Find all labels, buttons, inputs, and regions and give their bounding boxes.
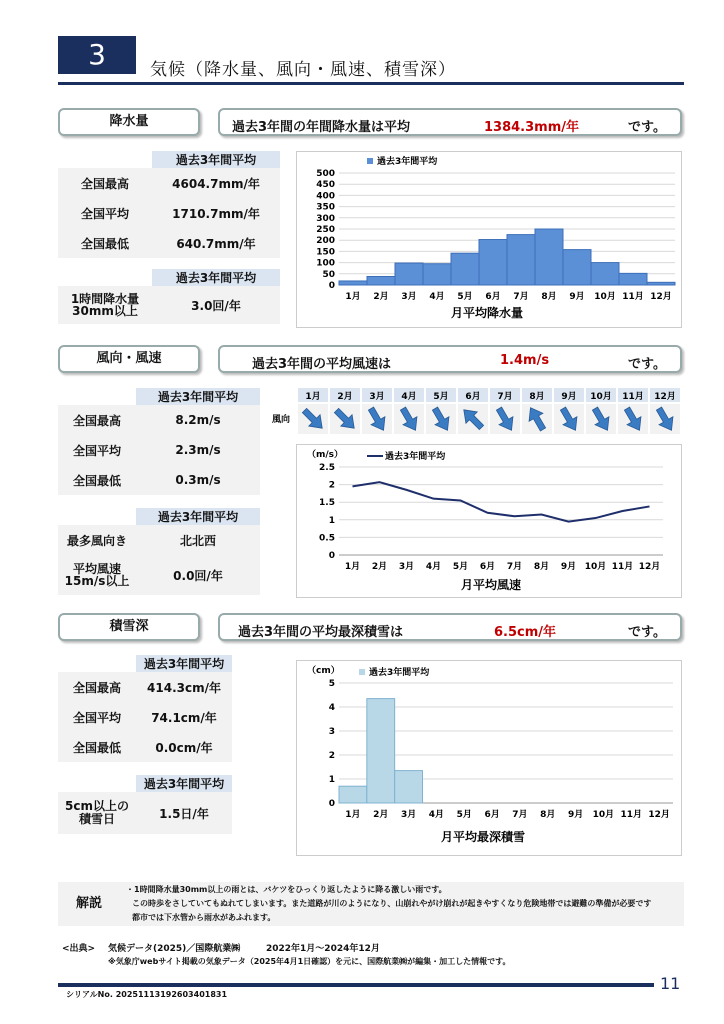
x-tick-label: 12月 (650, 292, 672, 302)
y-tick-label: 50 (322, 269, 335, 280)
x-tick-label: 10月 (584, 562, 607, 572)
y-tick-label: 200 (316, 236, 335, 247)
y-tick-label: 4 (328, 703, 335, 713)
bar (563, 250, 591, 285)
legend-label: 過去3年間平均 (385, 452, 446, 462)
table-header: 過去3年間平均 (152, 151, 280, 168)
y-tick-label: 250 (316, 225, 335, 235)
x-axis-title: 月平均降水量 (450, 306, 524, 320)
legend-swatch (367, 158, 373, 164)
wind-pill: 風向・風速 (58, 345, 200, 373)
precip-stats-table (58, 151, 280, 258)
x-tick-label: 2月 (373, 810, 389, 820)
note-line-3: 都市では下水管から雨水があふれます。 (132, 913, 276, 922)
x-tick-label: 6月 (479, 562, 496, 572)
table-row: 全国最低 0.0cm/年 (58, 732, 232, 762)
wind-stats-table-2 (58, 508, 260, 595)
month-header-label: 9月 (561, 392, 577, 402)
wind-direction-svg (265, 388, 683, 436)
table-row: 全国最低 0.3m/s (58, 465, 260, 495)
table-header: 過去3年間平均 (136, 655, 232, 672)
table-row: 全国最高 4604.7mm/年 (58, 168, 280, 198)
y-tick-label: 1 (328, 515, 335, 526)
y-tick-label: 3 (328, 727, 335, 737)
month-header-label: 2月 (337, 392, 353, 402)
x-tick-label: 12月 (638, 562, 661, 572)
x-tick-label: 4月 (425, 562, 442, 572)
wind-direction-label: 風向 (271, 415, 291, 425)
y-tick-label: 2 (328, 480, 335, 491)
month-header-label: 4月 (401, 392, 417, 402)
precip-banner-suffix: です。 (628, 120, 666, 135)
y-tick-label: 150 (316, 247, 335, 258)
bar (339, 786, 367, 803)
note-label: 解説 (75, 896, 102, 911)
snow-stats-table-2 (58, 775, 232, 834)
x-tick-label: 4月 (428, 810, 445, 820)
bar (619, 273, 647, 285)
bar (535, 229, 563, 285)
table-row: 全国最高 414.3cm/年 (58, 672, 232, 702)
table-header: 過去3年間平均 (152, 269, 280, 286)
y-tick-label: 100 (316, 258, 335, 269)
precip-bar-chart (297, 152, 681, 327)
source-period: 2022年1月～2024年12月 (266, 944, 380, 954)
precip-stats-table-2 (58, 269, 280, 324)
y-tick-label: 0 (328, 799, 335, 809)
x-tick-label: 9月 (567, 810, 584, 820)
table-header: 過去3年間平均 (136, 775, 232, 792)
table-header: 過去3年間平均 (136, 388, 260, 405)
x-tick-label: 5月 (457, 292, 473, 302)
x-tick-label: 1月 (344, 562, 361, 572)
month-header-label: 5月 (433, 392, 449, 402)
x-tick-label: 9月 (560, 562, 577, 572)
unit-label: （m/s） (307, 450, 344, 460)
y-tick-label: 0.5 (319, 533, 335, 544)
x-tick-label: 6月 (484, 810, 500, 820)
snow-banner-text: 過去3年間の平均最深積雪は (238, 625, 404, 640)
month-header-label: 12月 (654, 392, 676, 402)
bar (339, 281, 367, 285)
x-tick-label: 12月 (648, 810, 670, 820)
x-tick-label: 3月 (401, 292, 417, 302)
bar (479, 240, 507, 285)
wind-direction-strip (265, 388, 683, 440)
x-tick-label: 3月 (398, 562, 415, 572)
y-tick-label: 1 (328, 775, 335, 785)
y-tick-label: 300 (316, 213, 335, 224)
legend-label: 過去3年間平均 (377, 157, 438, 167)
legend-label: 過去3年間平均 (369, 668, 430, 678)
source-label: <出典> (62, 944, 96, 954)
x-tick-label: 3月 (400, 810, 417, 820)
source-text: 気候データ(2025)／国際航業㈱ (108, 944, 241, 954)
x-tick-label: 11月 (620, 810, 643, 820)
x-tick-label: 8月 (533, 562, 550, 572)
legend-swatch (359, 669, 365, 675)
month-header-label: 11月 (622, 392, 644, 402)
y-tick-label: 0 (328, 551, 335, 561)
y-tick-label: 0 (328, 281, 335, 291)
y-tick-label: 2.5 (319, 463, 335, 473)
unit-label: （cm） (307, 666, 340, 676)
wind-chart-box (296, 444, 682, 598)
y-tick-label: 450 (316, 180, 335, 191)
x-tick-label: 8月 (540, 810, 556, 820)
bar (507, 235, 535, 285)
month-header-label: 10月 (590, 392, 612, 402)
bar (451, 253, 479, 285)
snow-banner (218, 613, 682, 641)
y-tick-label: 500 (316, 169, 335, 179)
x-tick-label: 10月 (594, 292, 616, 302)
month-header-label: 1月 (305, 392, 321, 402)
wind-banner-text: 過去3年間の平均風速は (252, 357, 392, 372)
table-row: 全国最低 640.7mm/年 (58, 228, 280, 258)
bar (367, 699, 395, 803)
snow-banner-suffix: です。 (628, 625, 666, 640)
note-line-2: この時歩をさしていてもぬれてしまいます。また道路が川のようになり、山崩れやがけ崩れが起きやすくなり危険地帯では避難の準備が必要です (132, 899, 652, 908)
precip-banner (218, 108, 682, 136)
bar (395, 263, 423, 285)
snow-bar-chart (297, 661, 681, 855)
table-header: 過去3年間平均 (136, 508, 260, 525)
wind-banner (218, 345, 682, 373)
x-axis-title: 月平均風速 (460, 578, 522, 592)
x-tick-label: 5月 (452, 562, 469, 572)
bar (367, 276, 395, 285)
snow-stats-table (58, 655, 232, 762)
wind-banner-suffix: です。 (628, 357, 666, 372)
snow-banner-value: 6.5cm/年 (494, 625, 557, 640)
table-row: 1時間降水量 30mm以上 3.0回/年 (58, 286, 280, 324)
footer-divider (58, 983, 654, 987)
snow-chart-box (296, 660, 682, 856)
x-tick-label: 1月 (345, 292, 361, 302)
x-tick-label: 11月 (611, 562, 634, 572)
y-tick-label: 400 (316, 191, 335, 202)
x-tick-label: 9月 (569, 292, 585, 302)
x-tick-label: 2月 (371, 562, 388, 572)
x-tick-label: 7月 (513, 292, 529, 302)
table-row: 全国最高 8.2m/s (58, 405, 260, 435)
serial-number: シリアルNo. 20251113192603401831 (66, 990, 228, 999)
source-note: ※気象庁webサイト掲載の気象データ（2025年4月1日確認）を元に、国際航業㈱が編集・加工した情報です。 (108, 957, 511, 966)
y-tick-label: 2 (328, 751, 335, 761)
table-row: 平均風速 15m/s以上 0.0回/年 (58, 555, 260, 595)
precip-banner-value: 1384.3mm/年 (484, 120, 580, 135)
x-tick-label: 2月 (373, 292, 389, 302)
month-header-label: 7月 (497, 392, 513, 402)
note-line-1: ・1時間降水量30mm以上の雨とは、バケツをひっくり返したように降る激しい雨です。 (126, 885, 447, 894)
page-number: 11 (660, 974, 681, 993)
wind-stats-table (58, 388, 260, 495)
x-tick-label: 4月 (429, 292, 445, 302)
x-tick-label: 5月 (456, 810, 472, 820)
month-header-label: 3月 (369, 392, 385, 402)
bar (423, 264, 451, 285)
x-tick-label: 1月 (345, 810, 361, 820)
x-tick-label: 7月 (506, 562, 523, 572)
x-tick-label: 6月 (485, 292, 501, 302)
y-tick-label: 350 (316, 202, 335, 213)
precip-chart-box (296, 151, 682, 328)
section-title: 気候（降水量、風向・風速、積雪深） (150, 60, 456, 80)
bar (395, 771, 423, 803)
x-tick-label: 10月 (592, 810, 615, 820)
bar (591, 263, 619, 285)
section-number: 3 (58, 36, 136, 74)
precip-pill: 降水量 (58, 108, 200, 136)
wind-line-chart (297, 445, 681, 597)
table-row: 全国平均 74.1cm/年 (58, 702, 232, 732)
table-row: 全国平均 2.3m/s (58, 435, 260, 465)
snow-pill: 積雪深 (58, 613, 200, 641)
header-divider (58, 82, 684, 85)
table-row: 全国平均 1710.7mm/年 (58, 198, 280, 228)
table-row: 最多風向き 北北西 (58, 525, 260, 555)
y-tick-label: 5 (328, 679, 335, 689)
bar (647, 282, 675, 285)
x-tick-label: 7月 (512, 810, 528, 820)
precip-banner-text: 過去3年間の年間降水量は平均 (232, 120, 411, 135)
table-row: 5cm以上の 積雪日 1.5日/年 (58, 792, 232, 834)
x-tick-label: 11月 (622, 292, 644, 302)
y-tick-label: 1.5 (319, 498, 335, 509)
x-axis-title: 月平均最深積雪 (440, 830, 526, 844)
month-header-label: 8月 (529, 392, 545, 402)
wind-banner-value: 1.4m/s (500, 353, 550, 368)
month-header-label: 6月 (465, 392, 481, 402)
x-tick-label: 8月 (541, 292, 557, 302)
